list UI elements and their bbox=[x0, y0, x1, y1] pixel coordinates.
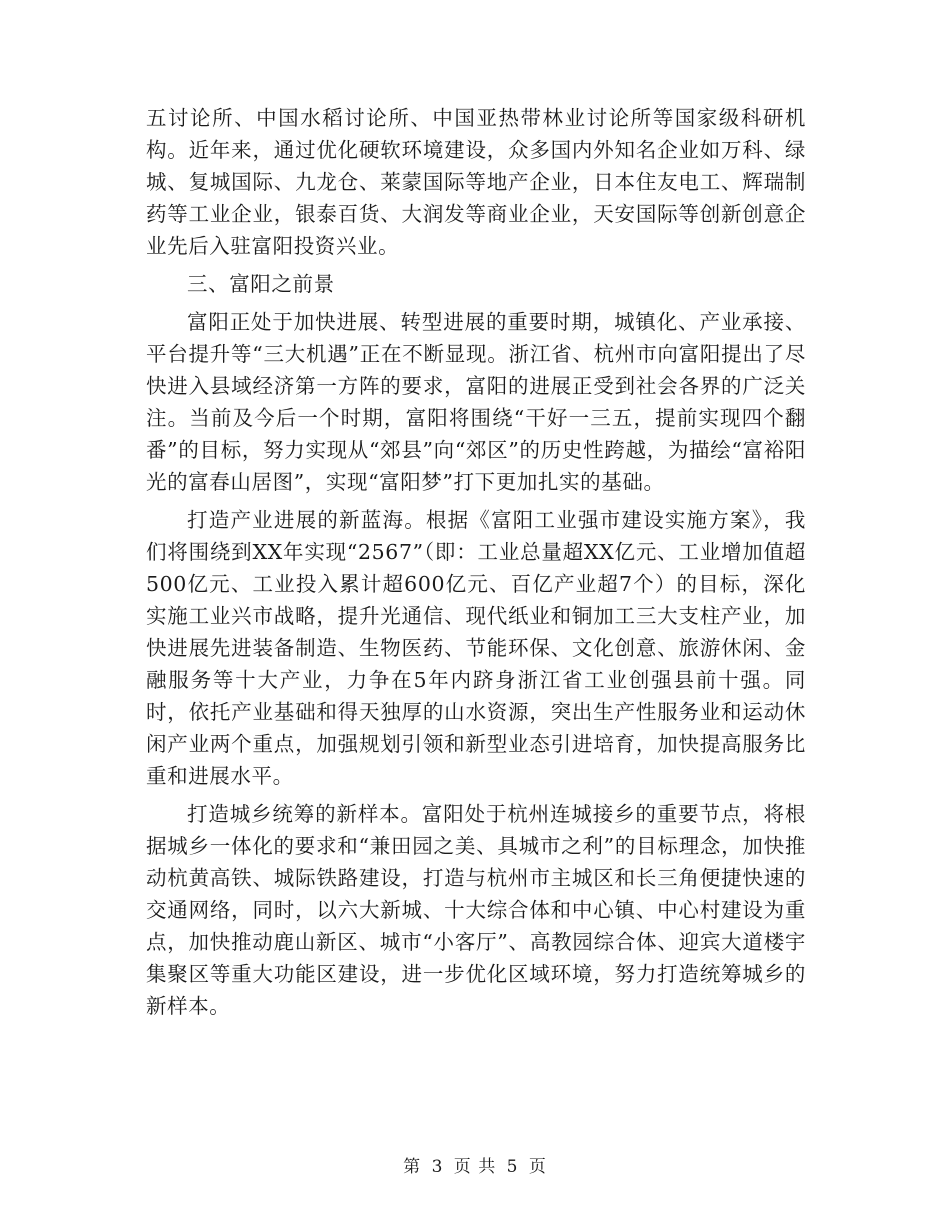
page-footer bbox=[0, 1152, 950, 1177]
footer-current-page: 3 bbox=[431, 1157, 444, 1177]
footer-prefix: 第 bbox=[403, 1157, 422, 1177]
section-heading-prospects: 三、富阳之前景 bbox=[187, 272, 335, 296]
paragraph-industry-blue-ocean: 打造产业进展的新蓝海。根据《富阳工业强市建设实施方案》，我们将围绕到XX年实现“2567”（即：工业总量超XX亿元、工业增加值超500亿元、工业投入累计超600亿元、百亿产业超7个）的目标，深化实施工业兴市战略，提升光通信、现代纸业和铜加工三大支柱产业，加快进展先进装备制造、生物医药、节能环保、文化创意、旅游休闲、金融服务等十大产业，力争在5年内跻身浙江省工业创强县前十强。同时，依托产业基础和得天独厚的山水资源，突出生产性服务业和运动休闲产业两个重点，加强规划引领和新型业态引进培育，加快提高服务比重和进展水平。 bbox=[146, 508, 806, 788]
footer-mid: 页 共 bbox=[453, 1157, 497, 1177]
paragraph-urban-rural-model: 打造城乡统筹的新样本。富阳处于杭州连城接乡的重要节点，将根据城乡一体化的要求和“兼田园之美、具城市之利”的目标理念，加快推动杭黄高铁、城际铁路建设，打造与杭州市主城区和长三角便捷快速的交通网络，同时，以六大新城、十大综合体和中心镇、中心村建设为重点，加快推动鹿山新区、城市“小客厅”、高教园综合体、迎宾大道楼宇集聚区等重大功能区建设，进一步优化区域环境，努力打造统筹城乡的新样本。 bbox=[146, 802, 806, 1018]
document-body bbox=[146, 102, 806, 1022]
footer-total-pages: 5 bbox=[506, 1157, 519, 1177]
paragraph-prospects-intro: 富阳正处于加快进展、转型进展的重要时期，城镇化、产业承接、平台提升等“三大机遇”正在不断显现。浙江省、杭州市向富阳提出了尽快进入县域经济第一方阵的要求，富阳的进展正受到社会各界的广泛关注。当前及今后一个时期，富阳将围绕“干好一三五，提前实现四个翻番”的目标，努力实现从“郊县”向“郊区”的历史性跨越，为描绘“富裕阳光的富春山居图”，实现“富阳梦”打下更加扎实的基础。 bbox=[146, 310, 806, 494]
footer-suffix: 页 bbox=[528, 1157, 547, 1177]
paragraph-research-institutes: 五讨论所、中国水稻讨论所、中国亚热带林业讨论所等国家级科研机构。近年来，通过优化硬软环境建设，众多国内外知名企业如万科、绿城、复城国际、九龙仓、莱蒙国际等地产企业，日本住友电工、辉瑞制药等工业企业，银泰百货、大润发等商业企业，天安国际等创新创意企业先后入驻富阳投资兴业。 bbox=[146, 106, 806, 258]
